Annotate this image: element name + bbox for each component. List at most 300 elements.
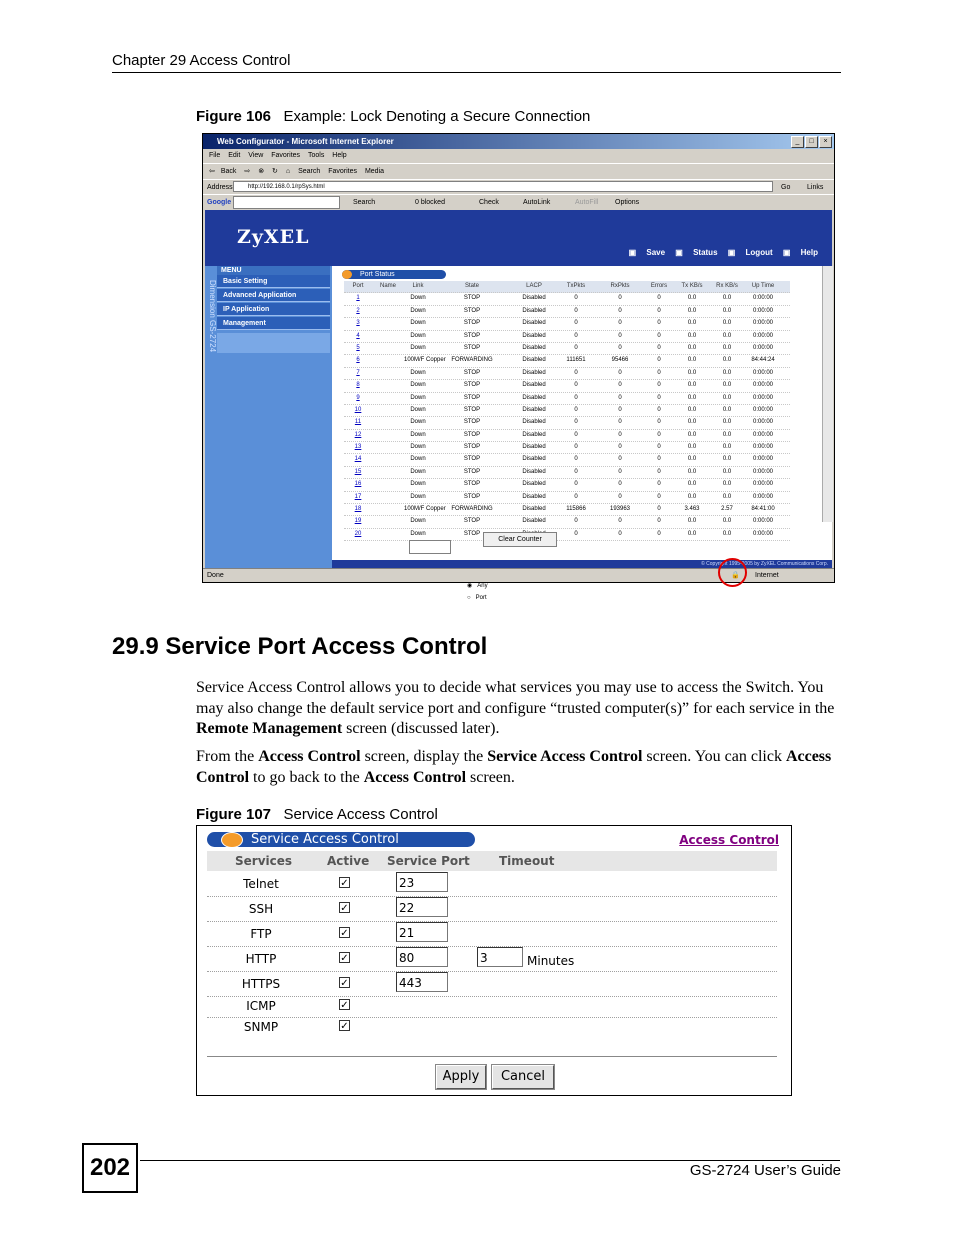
google-options[interactable]: Options [615,199,640,206]
timeout-unit: Minutes [527,954,575,968]
maximize-icon[interactable]: □ [805,136,818,148]
cancel-button[interactable]: Cancel [492,1065,554,1089]
port-cell: Down [410,295,426,302]
service-name: ICMP [246,999,276,1013]
help-link[interactable]: ▣ Help [782,248,818,257]
port-cell: 0.0 [722,481,732,488]
port-table-row [344,318,790,330]
back-button[interactable]: Back [220,168,237,175]
port-cell: 0 [657,307,661,314]
port-cell: STOP [463,468,481,475]
port-cell: 0 [618,382,622,389]
port-cell: 0:00:00 [752,419,774,426]
menu-help[interactable]: Help [332,152,347,159]
port-header-cell: Link [412,283,424,289]
port-cell: 0:00:00 [752,344,774,351]
port-link[interactable]: 12 [354,431,362,438]
port-cell: 0.0 [687,468,697,475]
clear-counter-button[interactable]: Clear Counter [483,532,557,547]
port-link[interactable]: 11 [354,419,362,426]
radio-any[interactable]: ◉ Any [467,583,488,589]
port-cell: 0 [574,431,578,438]
port-cell: 2.57 [721,506,733,513]
port-cell: 0.0 [687,320,697,327]
home-icon[interactable]: ⌂ [285,168,291,175]
port-cell: Down [410,320,426,327]
forward-arrow-icon[interactable]: ⇨ [244,168,251,175]
sac-title: Service Access Control [207,832,475,847]
port-cell: Disabled [522,357,546,364]
figure-107-title: Service Access Control [283,806,438,823]
status-zone: Internet [755,572,779,579]
port-cell: 0.0 [722,493,732,500]
port-cell: 0.0 [722,444,732,451]
service-name: Telnet [243,877,279,891]
header-rule [112,72,841,73]
port-cell: 0 [618,481,622,488]
menu-tools[interactable]: Tools [308,152,325,159]
service-port-input[interactable]: 80 [396,947,448,967]
port-cell: 0.0 [687,369,697,376]
port-header-cell: Name [379,283,396,289]
port-cell: 0 [574,456,578,463]
menu-favorites[interactable]: Favorites [271,152,301,159]
port-header-cell: LACP [526,283,542,289]
port-status-table [344,281,790,541]
refresh-icon[interactable]: ↻ [272,168,278,175]
port-cell: 0 [657,506,661,513]
close-icon[interactable]: × [819,136,832,148]
port-cell: 0 [657,344,661,351]
back-arrow-icon[interactable]: ⇦ [209,168,215,175]
port-cell: 0.0 [722,419,732,426]
port-header-cell: Up Time [751,283,775,289]
port-cell: STOP [463,344,481,351]
window-buttons [791,136,832,148]
port-link[interactable]: 9 [356,394,360,401]
port-table-row [344,306,790,318]
nav-ip-application[interactable]: IP Application [217,303,330,316]
port-cell: Down [410,481,426,488]
title-orb-icon [221,832,243,848]
service-row-icmp [207,996,777,1018]
figure-107-label: Figure 107 [196,806,272,823]
port-cell: 0 [657,444,661,451]
port-cell: 0 [618,468,622,475]
port-link[interactable]: 1 [356,295,360,302]
port-cell: 0:00:00 [752,481,774,488]
port-cell: 0 [574,369,578,376]
port-cell: 0.0 [722,406,732,413]
port-cell: 0 [657,468,661,475]
port-cell: Disabled [522,493,546,500]
port-cell: Down [410,518,426,525]
paragraph-2: From the Access Control screen, display the Service Access Control screen. You can click Access Control to go back to the Access Control screen. [196,748,832,786]
port-cell: 100M/F Copper [404,506,446,513]
port-cell: 0 [618,307,622,314]
port-cell [372,318,404,329]
port-cell: 0 [618,431,622,438]
port-cell: 0 [618,332,622,339]
nav-advanced-application[interactable]: Advanced Application [217,289,330,302]
port-cell: 0:00:00 [752,332,774,339]
menu-edit[interactable]: Edit [228,152,241,159]
port-cell: Disabled [522,419,546,426]
port-link[interactable]: 3 [356,320,360,327]
port-cell: 115866 [566,506,586,513]
port-cell: STOP [463,456,481,463]
port-cell: 0 [657,406,661,413]
port-table-row [344,380,790,392]
port-cell: 0.0 [687,406,697,413]
service-port-input[interactable]: 22 [396,897,448,917]
port-cell: 0.0 [687,357,697,364]
port-link[interactable]: 4 [356,332,360,339]
media-button[interactable]: Media [364,168,385,175]
port-cell: 0 [657,320,661,327]
port-cell: Down [410,419,426,426]
figure-107-caption [196,806,438,823]
col-active: Active [327,854,370,868]
port-link[interactable]: 19 [354,518,362,525]
port-cell: 0:00:00 [752,444,774,451]
port-cell: STOP [463,518,481,525]
port-link[interactable]: 8 [356,382,360,389]
page-number: 202 [82,1143,138,1193]
port-cell: 0:00:00 [752,518,774,525]
port-cell: 84:41:00 [751,506,775,513]
port-cell: 0.0 [687,382,697,389]
port-cell: 0 [657,295,661,302]
port-cell: 0.0 [722,518,732,525]
port-cell: 0.0 [722,456,732,463]
port-cell: 0 [618,493,622,500]
timeout-input[interactable]: 3 [477,947,523,967]
port-cell: 0 [574,344,578,351]
port-cell: 0 [574,419,578,426]
port-cell: STOP [463,295,481,302]
port-cell: Disabled [522,369,546,376]
port-cell: 0 [574,394,578,401]
port-cell: 0 [618,344,622,351]
status-done: Done [207,572,224,579]
service-name: HTTP [245,952,277,966]
google-autofill[interactable]: AutoFill [575,199,599,206]
nav-management[interactable]: Management [217,317,330,330]
port-link[interactable]: 10 [354,406,362,413]
port-cell: Down [410,493,426,500]
port-cell [372,529,404,540]
active-checkbox[interactable]: ✓ [340,953,349,964]
active-checkbox[interactable]: ✓ [340,928,349,939]
port-cell: 0 [657,431,661,438]
address-input[interactable]: http://192.168.0.1/rpSys.html [233,181,773,192]
port-cell: 0 [574,307,578,314]
port-cell: 0.0 [687,295,697,302]
port-cell: 0.0 [687,344,697,351]
active-checkbox[interactable]: ✓ [340,978,349,989]
port-cell: STOP [463,332,481,339]
port-cell: 0.0 [687,456,697,463]
port-cell: 0 [618,530,622,537]
vertical-brand: Dimension GS-2724 [208,280,217,353]
port-cell: 0.0 [722,369,732,376]
google-search-input[interactable] [233,196,340,209]
footer-rule [140,1160,840,1161]
port-cell: STOP [463,419,481,426]
port-cell: STOP [463,481,481,488]
port-table-row [344,504,790,516]
port-cell: Down [410,344,426,351]
port-cell: 0:00:00 [752,320,774,327]
lock-highlight-circle [718,558,747,587]
port-cell: 0:00:00 [752,493,774,500]
minimize-icon[interactable]: _ [791,136,804,148]
port-cell: 0:00:00 [752,369,774,376]
port-cell: Down [410,530,426,537]
service-port-input[interactable]: 23 [396,872,448,892]
port-cell: Disabled [522,444,546,451]
port-cell: 0:00:00 [752,307,774,314]
port-cell: 0.0 [687,419,697,426]
port-cell: 0.0 [722,382,732,389]
access-control-link[interactable]: Access Control [679,833,779,847]
port-table-header [344,281,790,293]
radio-port[interactable]: ○ Port [467,595,487,601]
port-cell: 0.0 [687,307,697,314]
port-cell: 0 [657,518,661,525]
port-cell [372,492,404,503]
port-cell: 111651 [566,357,586,364]
port-cell: Down [410,444,426,451]
port-table-row [344,343,790,355]
links-button[interactable]: Links [807,184,824,191]
service-name: HTTPS [241,977,281,991]
port-cell: STOP [463,320,481,327]
port-link[interactable]: 13 [354,444,362,451]
service-name: FTP [250,927,272,941]
port-cell: 0.0 [687,394,697,401]
google-blocked[interactable]: 0 blocked [415,199,445,206]
google-check[interactable]: Check [479,199,499,206]
port-cell: Disabled [522,456,546,463]
port-table-row [344,393,790,405]
browser-toolbar [203,163,834,180]
port-status-title: Port Status [342,270,446,279]
search-button[interactable]: Search [298,168,321,175]
save-link[interactable]: ▣ Save [628,248,666,257]
service-row-telnet [207,871,777,897]
port-cell: 0.0 [687,431,697,438]
port-cell [372,430,404,441]
port-cell [372,343,404,354]
port-cell: 0 [657,357,661,364]
port-cell [372,504,404,515]
guide-title: GS-2724 User’s Guide [689,1162,841,1179]
browser-screenshot [202,133,835,601]
active-checkbox[interactable]: ✓ [340,1021,349,1032]
port-table-row [344,293,790,305]
figure-106-title: Example: Lock Denoting a Secure Connection [283,108,591,125]
port-cell [372,293,404,304]
port-header-cell: Rx KB/s [716,283,738,289]
port-cell [372,417,404,428]
port-table-row [344,479,790,491]
port-cell: 0 [618,394,622,401]
service-row-snmp [207,1017,777,1038]
port-cell: 0 [618,320,622,327]
port-table-row [344,405,790,417]
port-cell: 0 [657,530,661,537]
nav-basic-setting[interactable]: Basic Setting [217,275,330,288]
port-cell: 0.0 [687,481,697,488]
port-cell: Disabled [522,295,546,302]
port-cell: 0.0 [722,468,732,475]
port-cell: 0 [657,493,661,500]
port-cell: 0 [574,518,578,525]
port-table-row [344,467,790,479]
copyright-bar: © Copyright 1995-2005 by ZyXEL Communications Corp. [332,560,832,568]
apply-button[interactable]: Apply [436,1065,486,1089]
port-cell: 0 [574,406,578,413]
port-header-cell: State [464,283,479,289]
port-table-row [344,331,790,343]
port-cell: Disabled [522,307,546,314]
port-cell [372,306,404,317]
stop-icon[interactable]: ⊗ [258,168,265,175]
port-cell: 0:00:00 [752,456,774,463]
service-row-ssh [207,896,777,922]
port-cell: Disabled [522,394,546,401]
port-cell: Disabled [522,332,546,339]
port-cell: Down [410,332,426,339]
service-port-input[interactable]: 21 [396,922,448,942]
port-cell: 0 [574,332,578,339]
port-cell: 0 [574,481,578,488]
port-number-input[interactable] [409,540,451,554]
port-cell [372,331,404,342]
port-cell: STOP [463,369,481,376]
port-cell: 95466 [611,357,629,364]
active-checkbox[interactable]: ✓ [340,878,349,889]
google-autolink[interactable]: AutoLink [523,199,551,206]
port-cell: 0 [618,518,622,525]
port-link[interactable]: 15 [354,468,362,475]
port-cell: 0 [618,406,622,413]
menu-heading: MENU [217,266,330,275]
port-cell [372,479,404,490]
port-cell: Down [410,431,426,438]
port-link[interactable]: 18 [354,506,362,513]
port-cell: Down [410,369,426,376]
port-link[interactable]: 20 [354,530,362,537]
port-cell: STOP [463,431,481,438]
port-cell: STOP [463,406,481,413]
port-cell: STOP [463,382,481,389]
port-cell: 0 [618,369,622,376]
port-cell: 0 [657,332,661,339]
vertical-scrollbar[interactable] [822,266,833,522]
port-cell: 0:00:00 [752,406,774,413]
google-search[interactable]: Search [353,199,376,206]
port-cell: 0 [657,481,661,488]
port-cell: Disabled [522,506,546,513]
port-table-row [344,355,790,367]
chapter-header: Chapter 29 Access Control [112,52,291,69]
port-cell: 0:00:00 [752,382,774,389]
port-link[interactable]: 17 [354,493,362,500]
port-link[interactable]: 14 [354,456,362,463]
port-cell: Disabled [522,431,546,438]
logout-link[interactable]: ▣ Logout [727,248,773,257]
port-table-row [344,417,790,429]
port-cell: 100M/F Copper [404,357,446,364]
col-service-port: Service Port [387,854,470,868]
menu-file[interactable]: File [209,152,221,159]
port-link[interactable]: 16 [354,481,362,488]
port-cell: Down [410,468,426,475]
status-link[interactable]: ▣ Status [675,248,718,257]
lock-icon: 🔒 [731,572,740,579]
port-table-row [344,454,790,466]
port-cell [372,368,404,379]
section-heading: 29.9 Service Port Access Control [112,633,488,660]
port-cell [372,380,404,391]
port-cell: 84:44:24 [751,357,775,364]
port-table-row [344,430,790,442]
port-cell: 0 [574,295,578,302]
service-row-http [207,946,777,972]
active-checkbox[interactable]: ✓ [340,903,349,914]
panel-divider [207,1056,777,1057]
port-cell: 0 [574,493,578,500]
port-cell: 0.0 [722,332,732,339]
port-cell: Down [410,307,426,314]
port-cell: 0.0 [722,357,732,364]
service-name: SNMP [243,1020,279,1034]
port-link[interactable]: 5 [356,344,360,351]
port-link[interactable]: 7 [356,369,360,376]
port-cell [372,467,404,478]
port-cell: Disabled [522,344,546,351]
port-header-cell: Errors [650,283,668,289]
port-cell [372,442,404,453]
port-cell: 0 [618,419,622,426]
port-cell: 0.0 [722,344,732,351]
port-cell: 0 [657,394,661,401]
service-port-input[interactable]: 443 [396,972,448,992]
google-logo: Google [207,199,232,206]
port-cell: 0.0 [687,444,697,451]
port-cell: 0 [574,530,578,537]
go-button[interactable]: Go [781,184,791,191]
port-cell: Down [410,406,426,413]
port-cell: STOP [463,444,481,451]
port-cell: 0.0 [687,518,697,525]
port-link[interactable]: 2 [356,307,360,314]
port-cell: 0.0 [722,307,732,314]
favorites-button[interactable]: Favorites [328,168,357,175]
port-header-cell: TxPkts [566,283,586,289]
active-checkbox[interactable]: ✓ [340,1000,349,1011]
port-cell: 193963 [609,506,631,513]
port-link[interactable]: 6 [356,357,360,364]
port-cell: 0.0 [722,431,732,438]
title-orb-icon [342,270,352,279]
port-cell [372,355,404,366]
menu-view[interactable]: View [248,152,264,159]
port-cell: STOP [463,394,481,401]
